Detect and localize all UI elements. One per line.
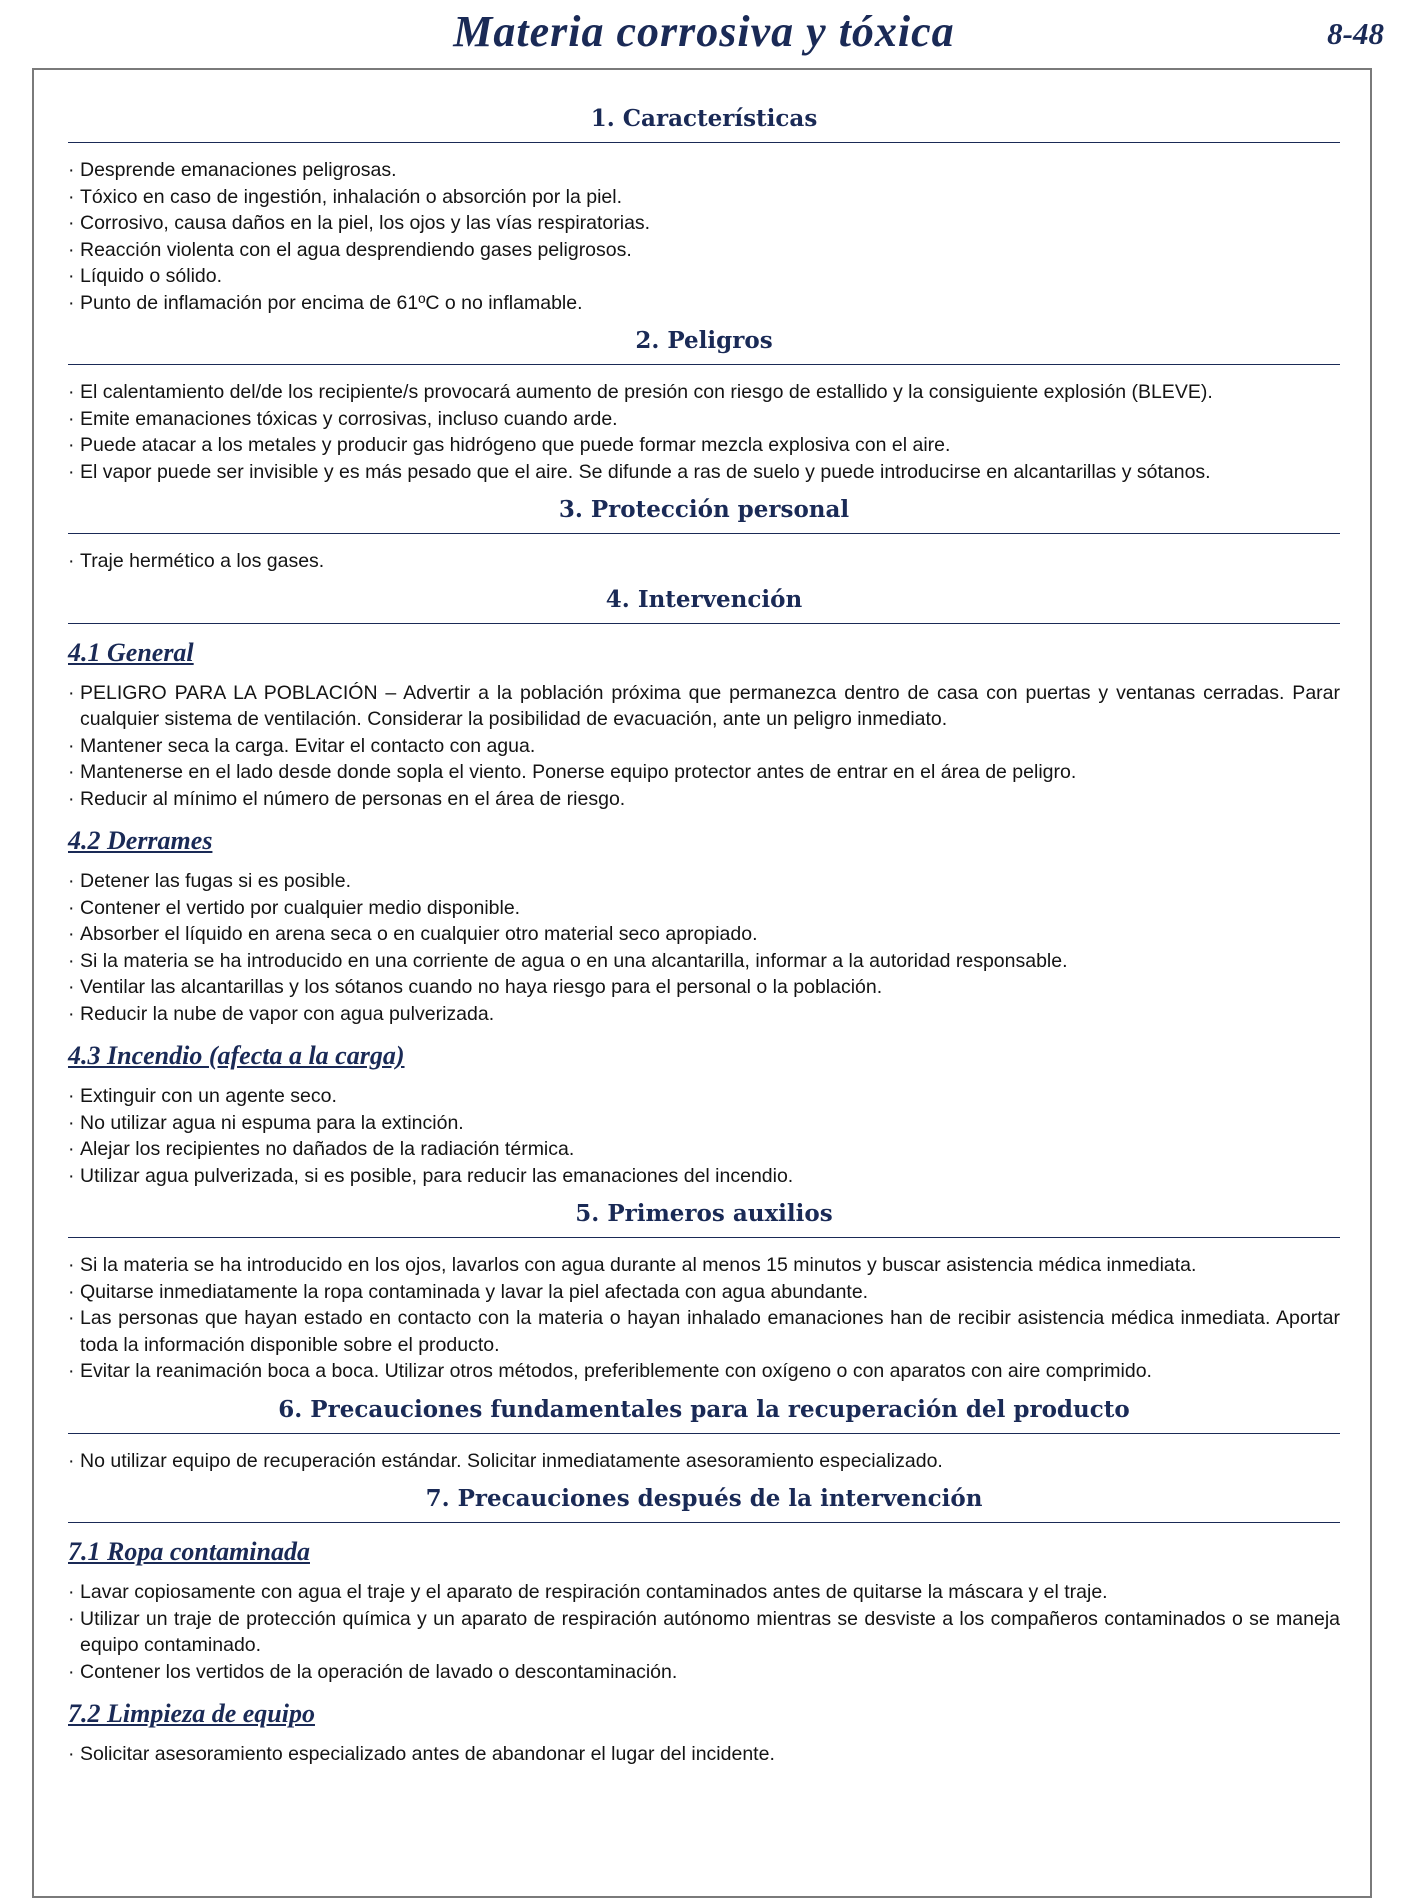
limpieza-equipo-list <box>68 1741 1340 1768</box>
primeros-auxilios-list <box>68 1252 1340 1385</box>
list-item: · Absorber el líquido en arena seca o en cualquier otro material seco apropiado. <box>68 921 1340 948</box>
ropa-contaminada-list <box>68 1579 1340 1685</box>
incendio-list <box>68 1083 1340 1189</box>
derrames-list <box>68 868 1340 1027</box>
list-item: · Traje hermético a los gases. <box>68 548 1340 575</box>
caracteristicas-list <box>68 157 1340 316</box>
page-title: Materia corrosiva y tóxica <box>453 7 955 56</box>
list-item: · Reacción violenta con el agua desprendiendo gases peligrosos. <box>68 237 1340 264</box>
list-item: · Desprende emanaciones peligrosas. <box>68 157 1340 184</box>
subsection-title-ropa-contaminada: 7.1 Ropa contaminada <box>68 1537 310 1566</box>
document-body <box>68 98 1340 1768</box>
subsection-title-general: 4.1 General <box>68 637 194 667</box>
list-item: · Emite emanaciones tóxicas y corrosivas, incluso cuando arde. <box>68 406 1340 433</box>
list-item: · No utilizar agua ni espuma para la extinción. <box>68 1110 1340 1137</box>
list-item: · Contener los vertidos de la operación de lavado o descontaminación. <box>68 1659 1340 1686</box>
section-title-primeros-auxilios: 5. Primeros auxilios <box>68 1201 1340 1238</box>
section-title-recuperacion: 6. Precauciones fundamentales para la recuperación del producto <box>68 1397 1340 1434</box>
list-item: · Detener las fugas si es posible. <box>68 868 1340 895</box>
section-title-proteccion-personal: 3. Protección personal <box>68 497 1340 534</box>
list-item: · Ventilar las alcantarillas y los sótanos cuando no haya riesgo para el personal o la población. <box>68 974 1340 1001</box>
list-item: · PELIGRO PARA LA POBLACIÓN – Advertir a la población próxima que permanezca dentro de casa con puertas y ventanas cerradas. Parar cualquier sistema de ventilación. Considerar la posibilidad de evacuación, ante un peligro inmediato. <box>68 680 1340 733</box>
list-item: · Líquido o sólido. <box>68 263 1340 290</box>
list-item: · Reducir la nube de vapor con agua pulverizada. <box>68 1001 1340 1028</box>
page-number: 8-48 <box>1327 16 1384 51</box>
list-item: · No utilizar equipo de recuperación estándar. Solicitar inmediatamente asesoramiento especializado. <box>68 1448 1340 1475</box>
list-item: · Lavar copiosamente con agua el traje y el aparato de respiración contaminados antes de quitarse la máscara y el traje. <box>68 1579 1340 1606</box>
list-item: · Si la materia se ha introducido en los ojos, lavarlos con agua durante al menos 15 minutos y buscar asistencia médica inmediata. <box>68 1252 1340 1279</box>
list-item: · Evitar la reanimación boca a boca. Utilizar otros métodos, preferiblemente con oxígeno o con aparatos con aire comprimido. <box>68 1358 1340 1385</box>
list-item: · Corrosivo, causa daños en la piel, los ojos y las vías respiratorias. <box>68 210 1340 237</box>
list-item: · Si la materia se ha introducido en una corriente de agua o en una alcantarilla, informar a la autoridad responsable. <box>68 948 1340 975</box>
section-title-despues-intervencion: 7. Precauciones después de la intervención <box>68 1486 1340 1523</box>
list-item: · Mantenerse en el lado desde donde sopla el viento. Ponerse equipo protector antes de entrar en el área de peligro. <box>68 759 1340 786</box>
list-item: · Quitarse inmediatamente la ropa contaminada y lavar la piel afectada con agua abundante. <box>68 1279 1340 1306</box>
recuperacion-list <box>68 1448 1340 1475</box>
list-item: · Tóxico en caso de ingestión, inhalación o absorción por la piel. <box>68 184 1340 211</box>
list-item: · Utilizar un traje de protección química y un aparato de respiración autónomo mientras se desviste a los compañeros contaminados o se maneja equipo contaminado. <box>68 1606 1340 1659</box>
list-item: · Las personas que hayan estado en contacto con la materia o hayan inhalado emanaciones han de recibir asistencia médica inmediata. Aportar toda la información disponible sobre el producto. <box>68 1305 1340 1358</box>
section-title-peligros: 2. Peligros <box>68 328 1340 365</box>
subsection-title-derrames: 4.2 Derrames <box>68 826 213 855</box>
list-item: · Puede atacar a los metales y producir gas hidrógeno que puede formar mezcla explosiva con el aire. <box>68 432 1340 459</box>
list-item: · Mantener seca la carga. Evitar el contacto con agua. <box>68 733 1340 760</box>
subsection-title-limpieza-equipo: 7.2 Limpieza de equipo <box>68 1699 315 1728</box>
list-item: · Alejar los recipientes no dañados de la radiación térmica. <box>68 1136 1340 1163</box>
general-list <box>68 680 1340 813</box>
subsection-title-incendio: 4.3 Incendio (afecta a la carga) <box>68 1041 405 1070</box>
list-item: · El calentamiento del/de los recipiente/s provocará aumento de presión con riesgo de estallido y la consiguiente explosión (BLEVE). <box>68 379 1340 406</box>
list-item: · Punto de inflamación por encima de 61ºC o no inflamable. <box>68 290 1340 317</box>
peligros-list <box>68 379 1340 485</box>
section-title-caracteristicas: 1. Características <box>68 106 1340 143</box>
list-item: · El vapor puede ser invisible y es más pesado que el aire. Se difunde a ras de suelo y puede introducirse en alcantarillas y sótanos. <box>68 459 1340 486</box>
list-item: · Solicitar asesoramiento especializado antes de abandonar el lugar del incidente. <box>68 1741 1340 1768</box>
list-item: · Reducir al mínimo el número de personas en el área de riesgo. <box>68 786 1340 813</box>
section-title-intervencion: 4. Intervención <box>68 587 1340 624</box>
list-item: · Extinguir con un agente seco. <box>68 1083 1340 1110</box>
list-item: · Utilizar agua pulverizada, si es posible, para reducir las emanaciones del incendio. <box>68 1163 1340 1190</box>
proteccion-list <box>68 548 1340 575</box>
list-item: · Contener el vertido por cualquier medio disponible. <box>68 895 1340 922</box>
